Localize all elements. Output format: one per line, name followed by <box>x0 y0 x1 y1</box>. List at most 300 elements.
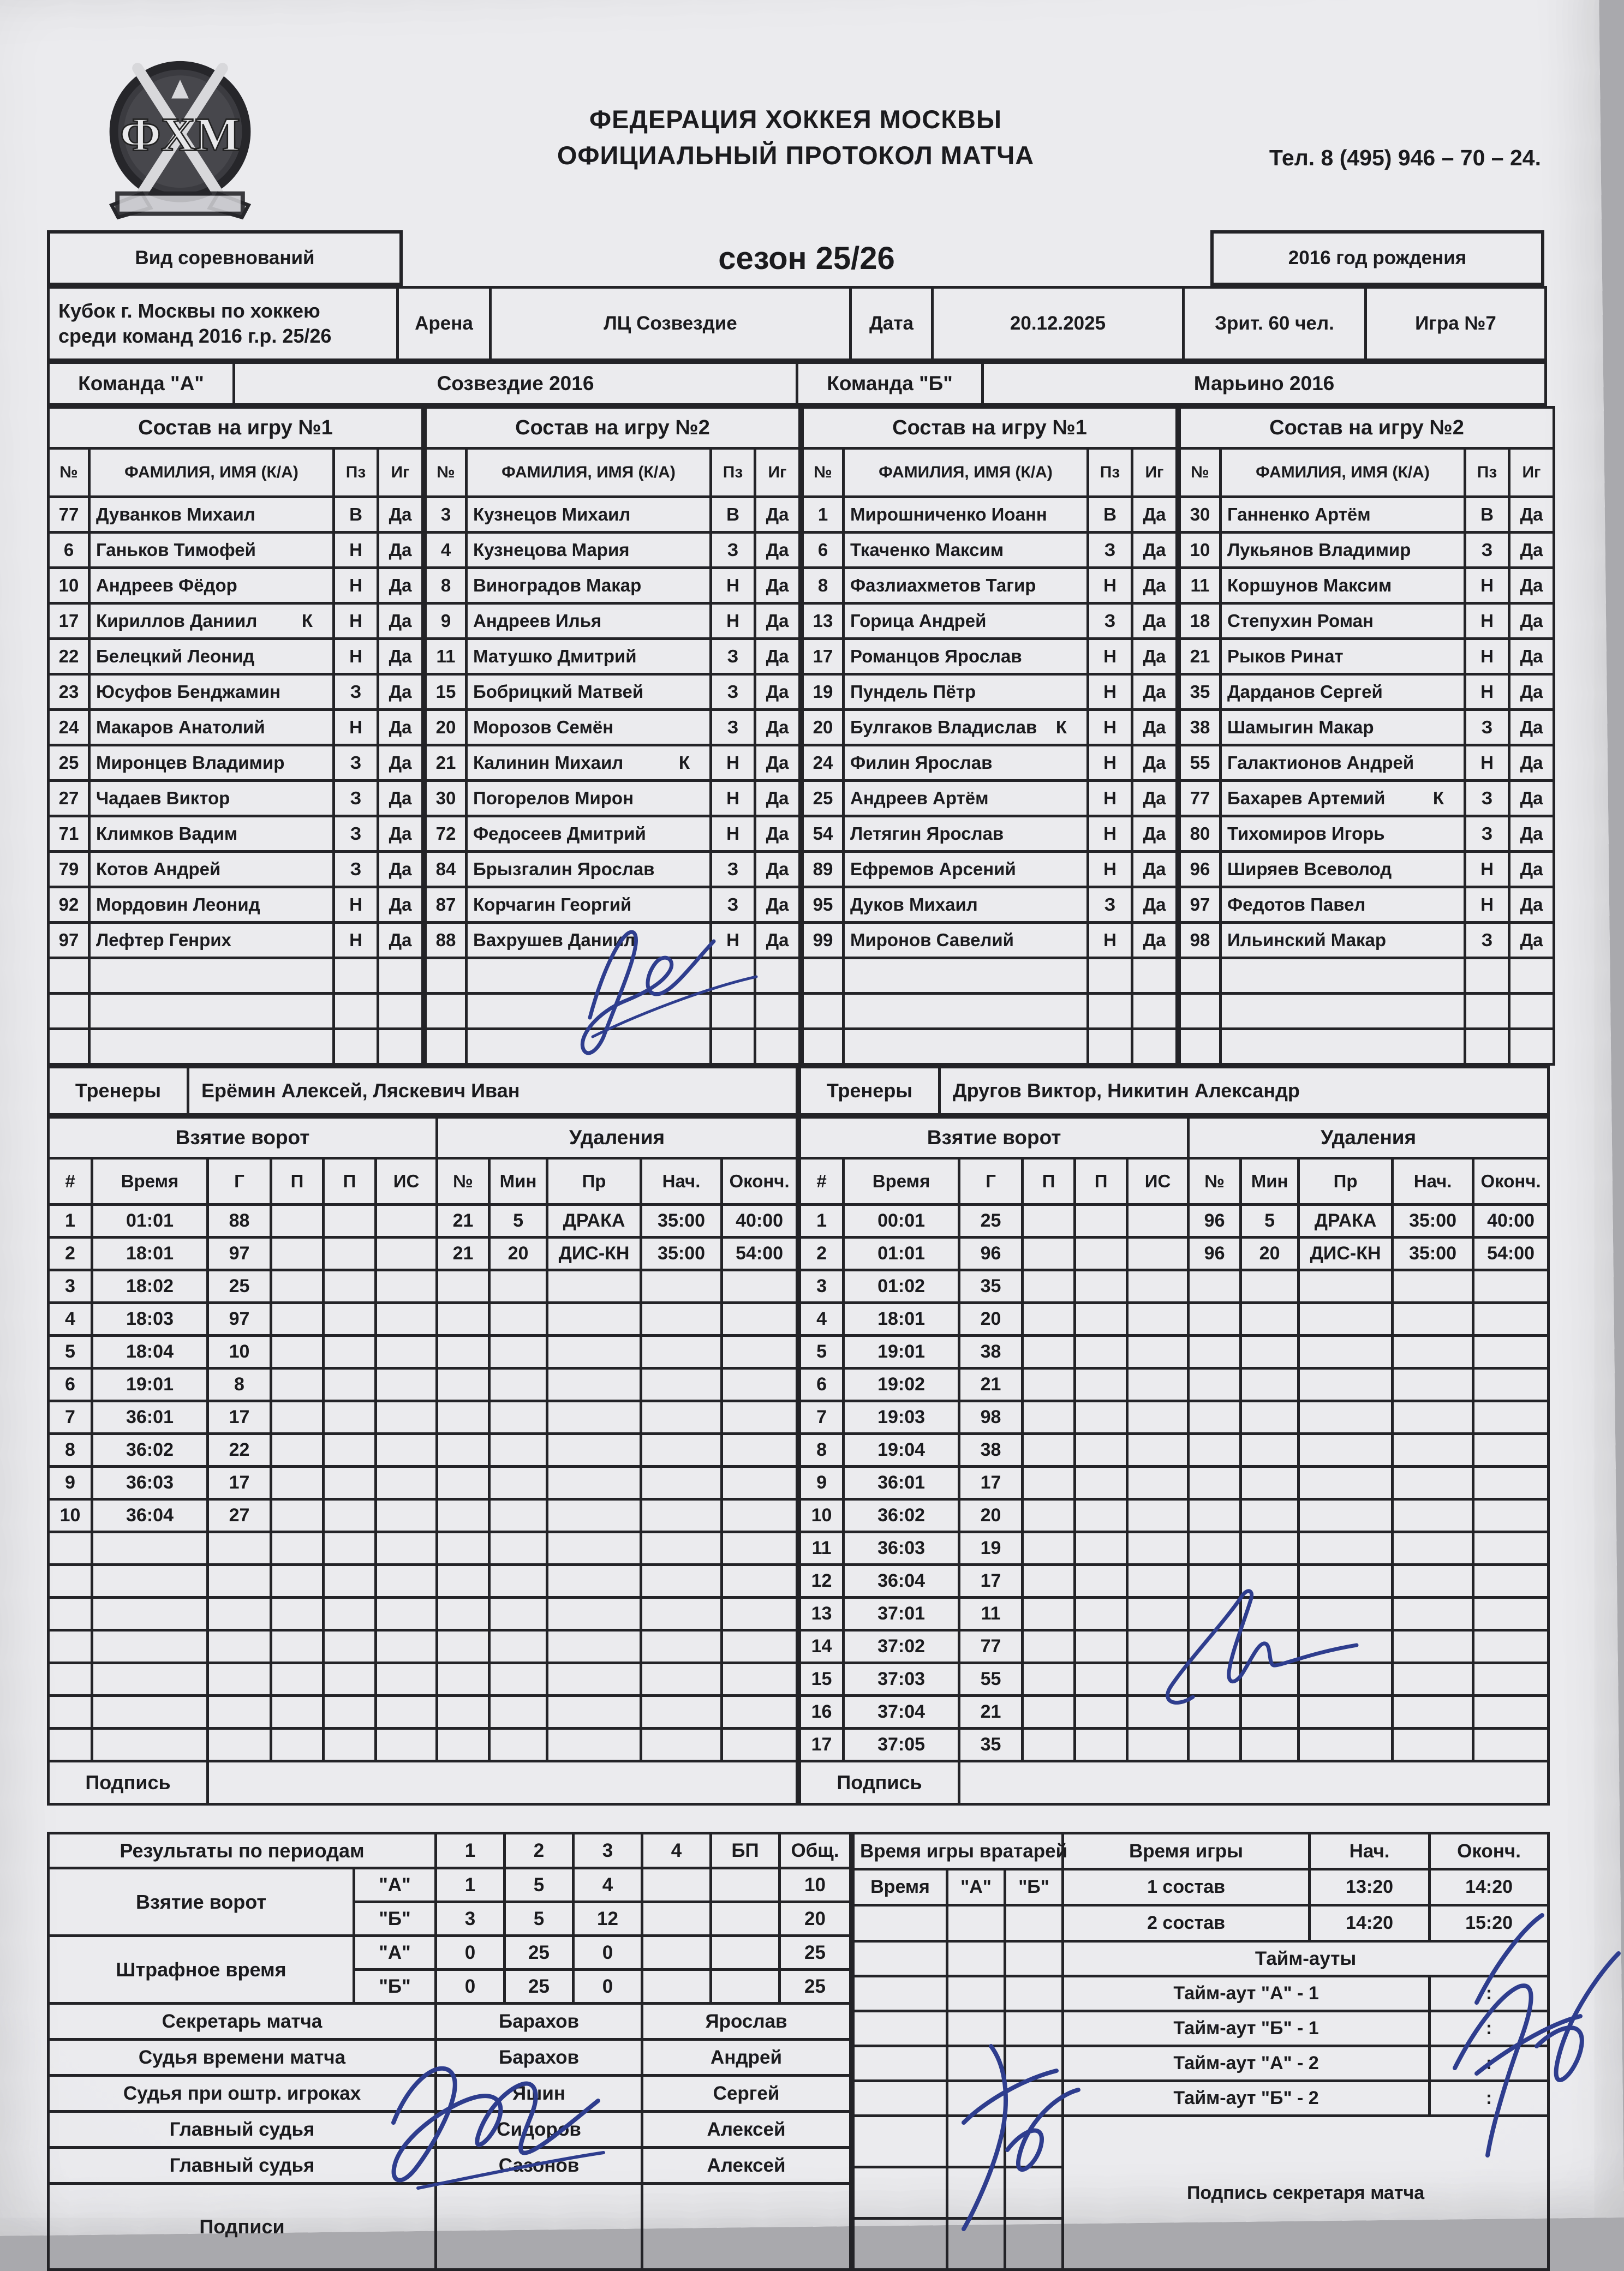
penalties-title: Удаления <box>1189 1117 1549 1158</box>
goal-type <box>376 1663 437 1696</box>
assist1 <box>1023 1729 1075 1761</box>
goal-index <box>49 1696 92 1729</box>
player-position <box>1465 958 1509 994</box>
player-row <box>426 639 800 674</box>
col-pen-end: Оконч. <box>722 1158 797 1205</box>
player-number: 79 <box>49 852 89 887</box>
player-position: З <box>1465 816 1509 852</box>
player-name: Андреев Фёдор <box>89 568 334 603</box>
goal-type <box>376 1336 437 1368</box>
player-position <box>711 994 755 1029</box>
goals-by-period-label: Взятие ворот <box>49 1868 354 1936</box>
player-played <box>1132 1029 1177 1065</box>
assist1 <box>1023 1401 1075 1434</box>
goal-type <box>376 1270 437 1303</box>
goal-index: 9 <box>800 1467 844 1499</box>
pen-end <box>722 1729 797 1761</box>
pen-minutes <box>1241 1729 1299 1761</box>
pen-end <box>1473 1368 1549 1401</box>
player-name: Шамыгин Макар <box>1221 710 1465 745</box>
player-number: 77 <box>49 497 89 533</box>
assist1 <box>271 1565 324 1598</box>
pen-minutes <box>1241 1499 1299 1532</box>
player-position: З <box>711 639 755 674</box>
goal-time: 36:03 <box>844 1532 959 1565</box>
player-name: Миронцев Владимир <box>89 745 334 781</box>
player-position: Н <box>1088 674 1132 710</box>
pen-start <box>1393 1303 1473 1336</box>
player-position: Н <box>1465 603 1509 639</box>
player-row <box>49 1029 423 1065</box>
player-number: 4 <box>426 533 467 568</box>
goal-time <box>92 1532 208 1565</box>
assist1 <box>271 1270 324 1303</box>
pen-start <box>1393 1630 1473 1663</box>
player-name: Кузнецов Михаил <box>467 497 711 533</box>
goal-penalty-row <box>49 1401 797 1434</box>
results-officials-table <box>47 1832 852 2271</box>
player-position: Н <box>1465 745 1509 781</box>
pen-reason <box>1299 1598 1393 1630</box>
player-number: 80 <box>1180 816 1221 852</box>
pen-number <box>437 1532 489 1565</box>
timeout-label: Тайм-аут "Б" - 2 <box>1063 2081 1430 2116</box>
goal-time: 37:04 <box>844 1696 959 1729</box>
official-row <box>49 2040 851 2076</box>
pen-minutes <box>1241 1532 1299 1565</box>
pen-minutes <box>489 1696 547 1729</box>
player-played: Да <box>1132 852 1177 887</box>
goal-time: 37:03 <box>844 1663 959 1696</box>
player-position: Н <box>334 533 378 568</box>
player-row <box>1180 603 1554 639</box>
pen-start <box>1393 1368 1473 1401</box>
player-position: Н <box>334 887 378 923</box>
gk-cell <box>947 1976 1005 2011</box>
player-row <box>1180 958 1554 994</box>
goal-index: 12 <box>800 1565 844 1598</box>
pen-minutes <box>1241 1598 1299 1630</box>
goal-penalty-row <box>49 1499 797 1532</box>
player-played: Да <box>755 816 800 852</box>
pen-start <box>1393 1467 1473 1499</box>
pen-reason <box>547 1729 641 1761</box>
player-row <box>49 923 423 958</box>
goals-a-p2: 5 <box>505 1868 574 1902</box>
player-number: 23 <box>49 674 89 710</box>
protocol-content <box>47 49 1544 2271</box>
goal-scorer: 10 <box>208 1336 271 1368</box>
goal-type <box>1127 1434 1189 1467</box>
player-name: Котов Андрей <box>89 852 334 887</box>
gk-time-label: Время игры вратарей <box>853 1833 1063 1869</box>
federation-phone: Тел. 8 (495) 946 – 70 – 24. <box>1269 145 1541 170</box>
col-position: Пз <box>1465 449 1509 497</box>
player-played: Да <box>378 674 423 710</box>
team-a-label: Команда "А" <box>49 363 234 405</box>
gk-cell <box>1005 1941 1063 1976</box>
player-row <box>803 923 1177 958</box>
goal-penalty-row <box>800 1303 1549 1336</box>
player-position: Н <box>334 568 378 603</box>
col-pen-number: № <box>437 1158 489 1205</box>
player-name: К Булгаков Владислав <box>844 710 1088 745</box>
pen-reason <box>1299 1303 1393 1336</box>
col-pen-start: Нач. <box>641 1158 722 1205</box>
rosters-section <box>47 406 1544 1066</box>
lineup-title: Состав на игру №2 <box>1180 408 1554 449</box>
pen-number <box>1189 1303 1241 1336</box>
timeout-value: : <box>1430 2046 1549 2081</box>
goal-index: 8 <box>49 1434 92 1467</box>
goal-type <box>376 1303 437 1336</box>
team-b-lineup1-table <box>801 406 1178 1066</box>
player-name: Ткаченко Максим <box>844 533 1088 568</box>
player-name: Бобрицкий Матвей <box>467 674 711 710</box>
goal-index: 7 <box>800 1401 844 1434</box>
pen-start <box>641 1663 722 1696</box>
player-number: 3 <box>426 497 467 533</box>
goals-b-ot <box>711 1902 780 1936</box>
goal-time: 36:01 <box>92 1401 208 1434</box>
player-row <box>1180 781 1554 816</box>
player-number: 84 <box>426 852 467 887</box>
goal-type <box>376 1729 437 1761</box>
player-played: Да <box>378 745 423 781</box>
player-position: Н <box>1088 852 1132 887</box>
goals-b-p4 <box>642 1902 711 1936</box>
col-played: Иг <box>755 449 800 497</box>
pen-minutes <box>1241 1270 1299 1303</box>
pen-reason <box>1299 1270 1393 1303</box>
assist2 <box>324 1598 376 1630</box>
goal-penalty-row <box>49 1336 797 1368</box>
goal-type <box>1127 1696 1189 1729</box>
pen-number <box>1189 1532 1241 1565</box>
assist2 <box>324 1663 376 1696</box>
official-role: Главный судья <box>49 2148 436 2184</box>
player-name: Ильинский Макар <box>1221 923 1465 958</box>
player-position <box>1465 994 1509 1029</box>
player-position: З <box>711 852 755 887</box>
period-4: 4 <box>642 1833 711 1868</box>
player-name: Ширяев Всеволод <box>1221 852 1465 887</box>
pen-number <box>1189 1729 1241 1761</box>
player-name: Юсуфов Бенджамин <box>89 674 334 710</box>
pen-reason: ДИС-КН <box>1299 1238 1393 1270</box>
gk-cell <box>947 2116 1005 2167</box>
player-row <box>49 568 423 603</box>
pen-b-total: 25 <box>780 1970 851 2004</box>
goal-index <box>49 1532 92 1565</box>
goal-time: 01:01 <box>844 1238 959 1270</box>
player-played: Да <box>1132 887 1177 923</box>
player-played: Да <box>1132 816 1177 852</box>
bottom-section <box>47 1832 1544 2271</box>
pen-start <box>641 1270 722 1303</box>
gk-cell <box>947 2081 1005 2116</box>
team-b-coaches <box>798 1066 1550 1116</box>
player-name: Дуванков Михаил <box>89 497 334 533</box>
pen-number <box>437 1729 489 1761</box>
periods-label: Результаты по периодам <box>49 1833 436 1868</box>
assist2 <box>324 1729 376 1761</box>
pen-start <box>1393 1336 1473 1368</box>
assist2 <box>1075 1270 1127 1303</box>
player-played: Да <box>1509 639 1554 674</box>
goal-time <box>92 1598 208 1630</box>
assist2 <box>324 1336 376 1368</box>
competition-name: Кубок г. Москвы по хоккею среди команд 2016 г.р. 25/26 <box>49 288 398 360</box>
player-name: Горица Андрей <box>844 603 1088 639</box>
player-row <box>803 639 1177 674</box>
goal-type <box>376 1532 437 1565</box>
goal-penalty-row <box>49 1434 797 1467</box>
player-name <box>89 994 334 1029</box>
assist2 <box>324 1401 376 1434</box>
player-played: Да <box>378 568 423 603</box>
spectators-value: Зрит. 60 чел. <box>1184 288 1366 360</box>
pen-start <box>1393 1663 1473 1696</box>
pen-end <box>722 1663 797 1696</box>
period-ot: БП <box>711 1833 780 1868</box>
end-col-label: Оконч. <box>1430 1833 1549 1869</box>
assist2 <box>1075 1729 1127 1761</box>
pen-number <box>1189 1270 1241 1303</box>
pen-reason <box>1299 1434 1393 1467</box>
goal-index: 11 <box>800 1532 844 1565</box>
player-name <box>844 958 1088 994</box>
goal-type <box>376 1238 437 1270</box>
official-surname: Сазонов <box>436 2148 642 2184</box>
player-position <box>334 958 378 994</box>
pen-reason <box>547 1467 641 1499</box>
goal-time: 19:03 <box>844 1401 959 1434</box>
col-played: Иг <box>1132 449 1177 497</box>
goal-type <box>1127 1336 1189 1368</box>
pen-number <box>437 1663 489 1696</box>
goal-scorer <box>208 1598 271 1630</box>
assist2 <box>324 1696 376 1729</box>
goal-index: 1 <box>800 1205 844 1238</box>
pen-end: 54:00 <box>722 1238 797 1270</box>
pen-start <box>641 1630 722 1663</box>
assist1 <box>271 1598 324 1630</box>
assist1 <box>271 1401 324 1434</box>
player-number: 21 <box>1180 639 1221 674</box>
goal-type <box>376 1401 437 1434</box>
pen-reason <box>547 1565 641 1598</box>
player-row <box>1180 1029 1554 1065</box>
assist2 <box>324 1238 376 1270</box>
player-number: 22 <box>49 639 89 674</box>
goal-scorer: 96 <box>959 1238 1023 1270</box>
goal-index: 13 <box>800 1598 844 1630</box>
pen-start <box>641 1565 722 1598</box>
row-team-a: "А" <box>354 1936 436 1970</box>
col-name: ФАМИЛИЯ, ИМЯ (К/А) <box>89 449 334 497</box>
arena-label: Арена <box>398 288 491 360</box>
goal-scorer <box>208 1663 271 1696</box>
goal-time <box>92 1696 208 1729</box>
goal-time <box>92 1630 208 1663</box>
goals-b-p2: 5 <box>505 1902 574 1936</box>
player-played: Да <box>378 533 423 568</box>
pen-reason <box>547 1368 641 1401</box>
pen-minutes <box>489 1368 547 1401</box>
goal-type <box>376 1205 437 1238</box>
assist1 <box>1023 1565 1075 1598</box>
player-position: В <box>711 497 755 533</box>
goal-penalty-row <box>49 1729 797 1761</box>
goal-scorer: 19 <box>959 1532 1023 1565</box>
pen-reason <box>547 1499 641 1532</box>
player-position <box>711 1029 755 1065</box>
player-position: З <box>334 745 378 781</box>
goal-penalty-row <box>800 1630 1549 1663</box>
player-row <box>49 533 423 568</box>
assist1 <box>1023 1630 1075 1663</box>
player-name: Белецкий Леонид <box>89 639 334 674</box>
player-number: 21 <box>426 745 467 781</box>
goal-type <box>1127 1729 1189 1761</box>
official-row <box>49 2112 851 2148</box>
goals-a-p1: 1 <box>436 1868 505 1902</box>
goal-scorer: 20 <box>959 1499 1023 1532</box>
goals-a-total: 10 <box>780 1868 851 1902</box>
player-played: Да <box>755 710 800 745</box>
goal-penalty-row <box>800 1270 1549 1303</box>
player-number: 30 <box>1180 497 1221 533</box>
player-position <box>1088 958 1132 994</box>
player-played: Да <box>755 533 800 568</box>
goal-penalty-row <box>800 1696 1549 1729</box>
player-number: 98 <box>1180 923 1221 958</box>
official-name: Алексей <box>642 2112 851 2148</box>
player-row <box>426 887 800 923</box>
goal-index: 8 <box>800 1434 844 1467</box>
pen-minutes <box>489 1630 547 1663</box>
pen-start <box>1393 1499 1473 1532</box>
player-name: Лукьянов Владимир <box>1221 533 1465 568</box>
pen-b-p1: 0 <box>436 1970 505 2004</box>
pen-number: 21 <box>437 1238 489 1270</box>
player-row <box>803 674 1177 710</box>
col-pen-end: Оконч. <box>1473 1158 1549 1205</box>
player-row <box>426 852 800 887</box>
assist1 <box>271 1205 324 1238</box>
player-number: 6 <box>803 533 844 568</box>
pen-start <box>1393 1401 1473 1434</box>
player-row <box>803 533 1177 568</box>
timeout-label: Тайм-аут "А" - 1 <box>1063 1976 1430 2011</box>
player-name <box>1221 1029 1465 1065</box>
player-name: К Кириллов Даниил <box>89 603 334 639</box>
goal-penalty-row <box>800 1729 1549 1761</box>
col-name: ФАМИЛИЯ, ИМЯ (К/А) <box>844 449 1088 497</box>
player-played: Да <box>1509 568 1554 603</box>
goal-index: 5 <box>49 1336 92 1368</box>
player-number: 71 <box>49 816 89 852</box>
goals-b-p3: 12 <box>574 1902 642 1936</box>
col-assist1: П <box>271 1158 324 1205</box>
pen-b-p3: 0 <box>574 1970 642 2004</box>
player-number: 6 <box>49 533 89 568</box>
pen-number <box>1189 1696 1241 1729</box>
player-played: Да <box>378 887 423 923</box>
player-row <box>49 674 423 710</box>
goal-type <box>1127 1270 1189 1303</box>
player-number <box>426 958 467 994</box>
player-row <box>426 603 800 639</box>
goal-type <box>376 1696 437 1729</box>
assist1 <box>1023 1598 1075 1630</box>
player-played: Да <box>1509 781 1554 816</box>
goal-type <box>1127 1598 1189 1630</box>
player-position: З <box>334 674 378 710</box>
col-goal-index: # <box>800 1158 844 1205</box>
pen-end <box>722 1467 797 1499</box>
player-name <box>844 994 1088 1029</box>
pen-start <box>1393 1565 1473 1598</box>
player-row <box>1180 568 1554 603</box>
row-team-b: "Б" <box>354 1970 436 2004</box>
pen-end <box>722 1336 797 1368</box>
player-row <box>49 745 423 781</box>
player-name: Климков Вадим <box>89 816 334 852</box>
gk-cell <box>853 2116 947 2167</box>
player-row <box>803 710 1177 745</box>
player-played: Да <box>1132 674 1177 710</box>
player-position: Н <box>334 923 378 958</box>
goal-penalty-row <box>800 1368 1549 1401</box>
official-name: Алексей <box>642 2148 851 2184</box>
pen-reason <box>1299 1696 1393 1729</box>
pen-end <box>1473 1270 1549 1303</box>
assist2 <box>324 1368 376 1401</box>
goal-type <box>1127 1368 1189 1401</box>
pen-minutes <box>1241 1630 1299 1663</box>
goals-b-total: 20 <box>780 1902 851 1936</box>
pen-end <box>1473 1663 1549 1696</box>
player-number: 96 <box>1180 852 1221 887</box>
player-position <box>1465 1029 1509 1065</box>
goal-index: 3 <box>49 1270 92 1303</box>
goal-type <box>376 1434 437 1467</box>
player-name: Филин Ярослав <box>844 745 1088 781</box>
gk-col-time: Время <box>853 1869 947 1905</box>
assist2 <box>324 1565 376 1598</box>
player-played: Да <box>1132 639 1177 674</box>
pen-end <box>1473 1401 1549 1434</box>
player-position <box>334 1029 378 1065</box>
goal-type <box>1127 1663 1189 1696</box>
lineup2-time-label: 2 состав <box>1063 1905 1310 1941</box>
col-pen-start: Нач. <box>1393 1158 1473 1205</box>
player-number: 25 <box>803 781 844 816</box>
player-name: Вахрушев Даниил <box>467 923 711 958</box>
player-position: Н <box>1088 816 1132 852</box>
competition-type-label: Вид соревнований <box>47 230 403 286</box>
assist2 <box>1075 1401 1127 1434</box>
player-number: 17 <box>49 603 89 639</box>
player-number: 24 <box>49 710 89 745</box>
gk-col-b: "Б" <box>1005 1869 1063 1905</box>
goal-penalty-row <box>49 1303 797 1336</box>
assist2 <box>1075 1663 1127 1696</box>
period-3: 3 <box>574 1833 642 1868</box>
player-played: Да <box>755 639 800 674</box>
